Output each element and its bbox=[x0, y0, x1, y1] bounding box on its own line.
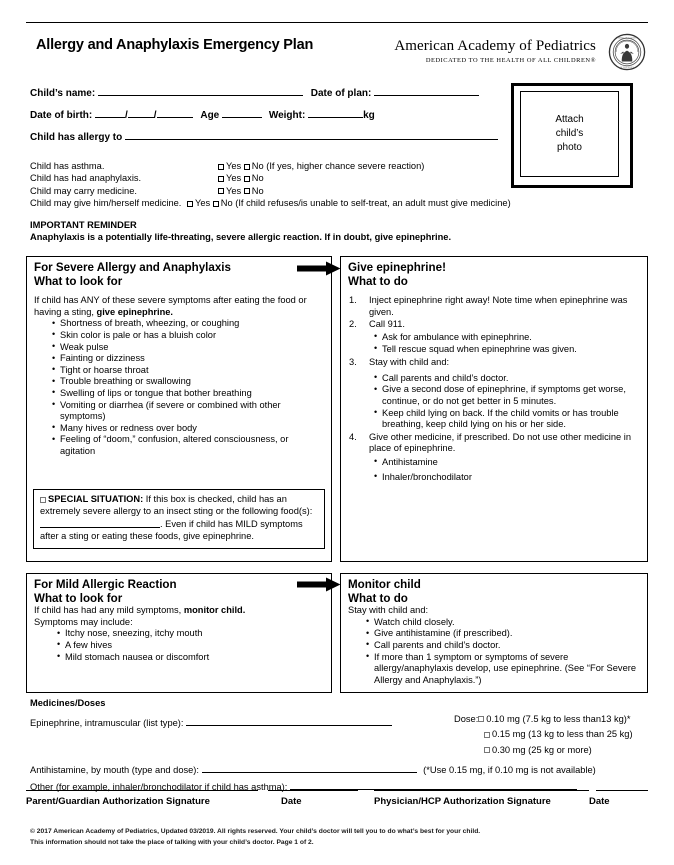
parent-signature-label: Parent/Guardian Authorization Signature bbox=[26, 796, 210, 807]
dose-option-row bbox=[454, 714, 633, 730]
question-note: (If child refuses/is unable to self-treat, an adult must give medicine) bbox=[235, 198, 511, 209]
list-item: • A few hives bbox=[56, 640, 324, 652]
epi-title-line2: What to do bbox=[348, 274, 408, 288]
other-medicine-input[interactable] bbox=[290, 778, 577, 790]
epi-steps-list bbox=[348, 295, 640, 483]
reminder-text: Anaphylaxis is a potentially life-threating, severe allergic reaction. If in doubt, give epinephrine. bbox=[30, 232, 452, 243]
step-number: 2. bbox=[349, 319, 357, 330]
severe-symptom-list bbox=[51, 318, 324, 457]
photo-line-2: child’s bbox=[555, 128, 584, 139]
mild-intro-2: Symptoms may include: bbox=[34, 616, 133, 627]
dose-option-text: 0.15 mg (13 kg to less than 25 kg) bbox=[492, 729, 633, 740]
severe-intro-bold: give epinephrine. bbox=[96, 306, 174, 317]
list-item: • If more than 1 symptom or symptoms of severe allergy/anaphylaxis develop, use epinephrine. (See “For Severe Allergy and Anaphylaxis.”) bbox=[365, 652, 640, 687]
checkbox-icon[interactable] bbox=[218, 176, 224, 182]
checkbox-icon[interactable] bbox=[213, 201, 219, 207]
page-title: Allergy and Anaphylaxis Emergency Plan bbox=[36, 37, 314, 53]
step-text: Give other medicine, if prescribed. Do not use other medicine in place of epinephrine. bbox=[369, 431, 631, 454]
question-label: Child has asthma. bbox=[30, 161, 105, 171]
epi-panel-title bbox=[341, 257, 647, 288]
checkbox-icon[interactable] bbox=[244, 188, 250, 194]
weight-input[interactable] bbox=[308, 106, 363, 118]
dose-option-text: 0.10 mg (7.5 kg to less than13 kg)* bbox=[486, 713, 631, 724]
question-row bbox=[30, 185, 645, 197]
question-row bbox=[30, 160, 645, 172]
severe-intro bbox=[34, 295, 324, 318]
list-item: • Inhaler/bronchodilator bbox=[373, 472, 640, 484]
aap-tagline: DEDICATED TO THE HEALTH OF ALL CHILDREN® bbox=[425, 57, 596, 64]
checkbox-icon[interactable] bbox=[244, 176, 250, 182]
checkbox-icon[interactable] bbox=[244, 164, 250, 170]
physician-date-line[interactable] bbox=[596, 790, 648, 791]
yes-label: Yes bbox=[226, 185, 242, 196]
medicines-heading: Medicines/Doses bbox=[30, 698, 106, 708]
list-item: • Tight or hoarse throat bbox=[51, 365, 324, 377]
list-item: • Trouble breathing or swallowing bbox=[51, 376, 324, 388]
checkbox-icon[interactable] bbox=[218, 188, 224, 194]
important-reminder bbox=[30, 219, 451, 243]
list-item: • Watch child closely. bbox=[365, 617, 640, 629]
question-options bbox=[218, 172, 264, 184]
list-item: • Shortness of breath, wheezing, or coughing bbox=[51, 318, 324, 330]
aap-logo bbox=[394, 38, 596, 64]
list-item: • Antihistamine bbox=[373, 457, 640, 469]
weight-unit-label: kg bbox=[363, 110, 375, 121]
yes-no-questions bbox=[30, 160, 645, 210]
monitor-intro: Stay with child and: bbox=[348, 605, 429, 616]
checkbox-icon[interactable] bbox=[40, 497, 46, 503]
step-number: 3. bbox=[349, 357, 357, 368]
dob-slash-1: / bbox=[125, 110, 128, 121]
list-item: • Give a second dose of epinephrine, if symptoms get worse, continue, or do not get better in 5 minutes. bbox=[373, 384, 640, 407]
child-name-input[interactable] bbox=[98, 84, 303, 96]
allergy-input[interactable] bbox=[125, 128, 498, 140]
mild-panel-body bbox=[27, 605, 331, 663]
list-item: • Mild stomach nausea or discomfort bbox=[56, 652, 324, 664]
page-footer bbox=[30, 827, 480, 848]
mild-intro-text: If child has had any mild symptoms, bbox=[34, 605, 184, 616]
list-item: • Vomiting or diarrhea (if severe or combined with other symptoms) bbox=[51, 400, 324, 423]
question-note: (If yes, higher chance severe reaction) bbox=[266, 161, 425, 171]
list-item: • Skin color is pale or has a bluish color bbox=[51, 330, 324, 342]
step-sublist bbox=[373, 332, 640, 355]
attach-photo-label bbox=[555, 113, 583, 155]
checkbox-icon[interactable] bbox=[218, 164, 224, 170]
monitor-child-panel bbox=[340, 573, 648, 693]
question-row-self-treat bbox=[30, 197, 645, 209]
reminder-heading: IMPORTANT REMINDER bbox=[30, 220, 137, 230]
epi-panel-body bbox=[341, 288, 647, 483]
yes-label: Yes bbox=[226, 161, 242, 171]
medicines-doses-section bbox=[30, 698, 648, 793]
list-item bbox=[348, 357, 640, 431]
list-item: • Many hives or redness over body bbox=[51, 423, 324, 435]
mild-intro-bold: monitor child. bbox=[183, 605, 246, 616]
allergy-label: Child has allergy to bbox=[30, 132, 123, 143]
monitor-panel-title bbox=[341, 574, 647, 605]
question-options bbox=[218, 160, 424, 172]
header-divider bbox=[26, 22, 648, 23]
age-label: Age bbox=[200, 110, 220, 121]
severe-panel-body bbox=[27, 288, 331, 457]
parent-date-line[interactable] bbox=[268, 790, 358, 791]
epinephrine-label: Epinephrine, intramuscular (list type): bbox=[30, 717, 184, 728]
photo-line-3: photo bbox=[556, 142, 582, 153]
antihistamine-label: Antihistamine, by mouth (type and dose): bbox=[30, 764, 199, 775]
list-item: • Give antihistamine (if prescribed). bbox=[365, 628, 640, 640]
severe-panel-title bbox=[27, 257, 331, 288]
dob-slash-2: / bbox=[153, 110, 157, 121]
list-item: • Tell rescue squad when epinephrine was given. bbox=[373, 344, 640, 356]
child-info-fields bbox=[30, 84, 500, 150]
list-item: • Call parents and child’s doctor. bbox=[365, 640, 640, 652]
special-situation-food-input[interactable] bbox=[40, 517, 160, 528]
no-label: No bbox=[251, 161, 264, 171]
dose-footnote: (*Use 0.15 mg, if 0.10 mg is not available) bbox=[423, 764, 596, 775]
list-item: • Call parents and child’s doctor. bbox=[373, 373, 640, 385]
question-label: Child has had anaphylaxis. bbox=[30, 173, 142, 184]
epinephrine-type-input[interactable] bbox=[186, 714, 392, 726]
list-item bbox=[348, 295, 640, 318]
age-input[interactable] bbox=[222, 106, 262, 118]
dose-label: Dose: bbox=[454, 713, 479, 724]
yes-label: Yes bbox=[226, 173, 242, 184]
footer-line-1: © 2017 American Academy of Pediatrics, Updated 03/2019. All rights reserved. Your child’s doctor will tell you to do what’s best for your child. bbox=[30, 828, 481, 835]
epi-title-line1: Give epinephrine! bbox=[348, 261, 446, 274]
list-item bbox=[348, 432, 640, 483]
mild-intro bbox=[34, 605, 324, 617]
question-options bbox=[218, 185, 264, 197]
yes-label: Yes bbox=[195, 198, 211, 209]
list-item: • Itchy nose, sneezing, itchy mouth bbox=[56, 628, 324, 640]
date-of-birth-row bbox=[30, 106, 500, 128]
dob-month-input[interactable] bbox=[95, 106, 125, 118]
severe-title-line2: What to look for bbox=[34, 274, 123, 288]
special-situation-box bbox=[33, 489, 325, 549]
step-sublist bbox=[373, 457, 640, 483]
question-row bbox=[30, 172, 645, 184]
dose-option-text: 0.30 mg (25 kg or more) bbox=[492, 744, 592, 755]
antihistamine-row bbox=[30, 761, 648, 776]
child-name-row bbox=[30, 84, 500, 106]
mild-title-line1: For Mild Allergic Reaction bbox=[34, 578, 177, 591]
question-label: Child may carry medicine. bbox=[30, 185, 137, 196]
physician-date-label: Date bbox=[589, 796, 610, 807]
date-of-plan-input[interactable] bbox=[374, 84, 479, 96]
parent-signature-line[interactable] bbox=[26, 790, 258, 791]
mild-panel-title bbox=[27, 574, 331, 605]
step-number: 1. bbox=[349, 295, 357, 306]
step-text: Call 911. bbox=[369, 319, 406, 330]
right-arrow-icon bbox=[297, 261, 341, 276]
right-arrow-icon bbox=[297, 577, 341, 592]
allergy-row bbox=[30, 128, 500, 150]
photo-line-1: Attach bbox=[555, 114, 584, 125]
monitor-title-line1: Monitor child bbox=[348, 578, 421, 591]
physician-signature-label: Physician/HCP Authorization Signature bbox=[374, 796, 551, 807]
date-of-plan-label: Date of plan: bbox=[310, 88, 372, 99]
list-item: • Keep child lying on back. If the child vomits or has trouble breathing, keep child lying on his or her side. bbox=[373, 408, 640, 431]
other-medicine-label: Other (for example, inhaler/bronchodilator if child has asthma): bbox=[30, 781, 288, 792]
weight-label: Weight: bbox=[268, 110, 306, 121]
step-text: Stay with child and: bbox=[369, 357, 450, 368]
list-item: • Ask for ambulance with epinephrine. bbox=[373, 332, 640, 344]
aap-seal-icon bbox=[608, 33, 646, 71]
mild-reaction-panel bbox=[26, 573, 332, 693]
no-label: No bbox=[251, 185, 264, 196]
footer-line-2: This information should not take the place of talking with your child’s doctor. Page 1 of 2. bbox=[30, 838, 314, 846]
dob-year-input[interactable] bbox=[157, 106, 193, 118]
list-item: • Fainting or dizziness bbox=[51, 353, 324, 365]
step-text: Inject epinephrine right away! Note time when epinephrine was given. bbox=[369, 295, 628, 317]
mild-title-line2: What to look for bbox=[34, 591, 123, 605]
monitor-title-line2: What to do bbox=[348, 591, 408, 605]
severe-intro-text: If child has ANY of these severe symptoms after eating the food or having a sting, bbox=[34, 295, 307, 317]
svg-text:AMERICAN ACADEMY: AMERICAN ACADEMY bbox=[616, 37, 638, 40]
physician-signature-line[interactable] bbox=[374, 790, 589, 791]
no-label: No bbox=[220, 198, 233, 209]
date-of-birth-label: Date of birth: bbox=[30, 110, 93, 121]
aap-org-name: American Academy of Pediatrics bbox=[394, 38, 596, 54]
list-item bbox=[348, 319, 640, 355]
no-label: No bbox=[251, 173, 264, 184]
step-number: 4. bbox=[349, 431, 357, 442]
special-situation-label: SPECIAL SITUATION: bbox=[48, 494, 144, 504]
dob-day-input[interactable] bbox=[128, 106, 154, 118]
mild-symptom-list bbox=[56, 628, 324, 663]
epinephrine-row bbox=[30, 713, 648, 755]
monitor-panel-body bbox=[341, 605, 647, 686]
list-item: • Feeling of “doom,” confusion, altered consciousness, or agitation bbox=[51, 434, 324, 457]
checkbox-icon[interactable] bbox=[478, 716, 484, 722]
special-situation-text-1: If this box is checked, child has an extremely severe allergy to an insect sting or the following food(s): bbox=[40, 494, 313, 516]
page-header bbox=[26, 30, 648, 80]
list-item: • Swelling of lips or tongue that bother breathing bbox=[51, 388, 324, 400]
list-item: • Weak pulse bbox=[51, 342, 324, 354]
child-name-label: Child’s name: bbox=[30, 88, 96, 99]
severe-title-line1: For Severe Allergy and Anaphylaxis bbox=[34, 261, 231, 274]
parent-date-label: Date bbox=[281, 796, 302, 807]
special-situation-text-2: . Even if child has MILD symptoms after a sting or eating these foods, give epinephrine. bbox=[40, 519, 303, 542]
give-epinephrine-panel bbox=[340, 256, 648, 562]
question-label: Child may give him/herself medicine. bbox=[30, 198, 182, 209]
checkbox-icon[interactable] bbox=[187, 201, 193, 207]
svg-text:OF PEDIATRICS: OF PEDIATRICS bbox=[620, 67, 634, 70]
step-sublist bbox=[373, 373, 640, 431]
monitor-item-list bbox=[365, 617, 640, 687]
antihistamine-input[interactable] bbox=[202, 761, 417, 773]
